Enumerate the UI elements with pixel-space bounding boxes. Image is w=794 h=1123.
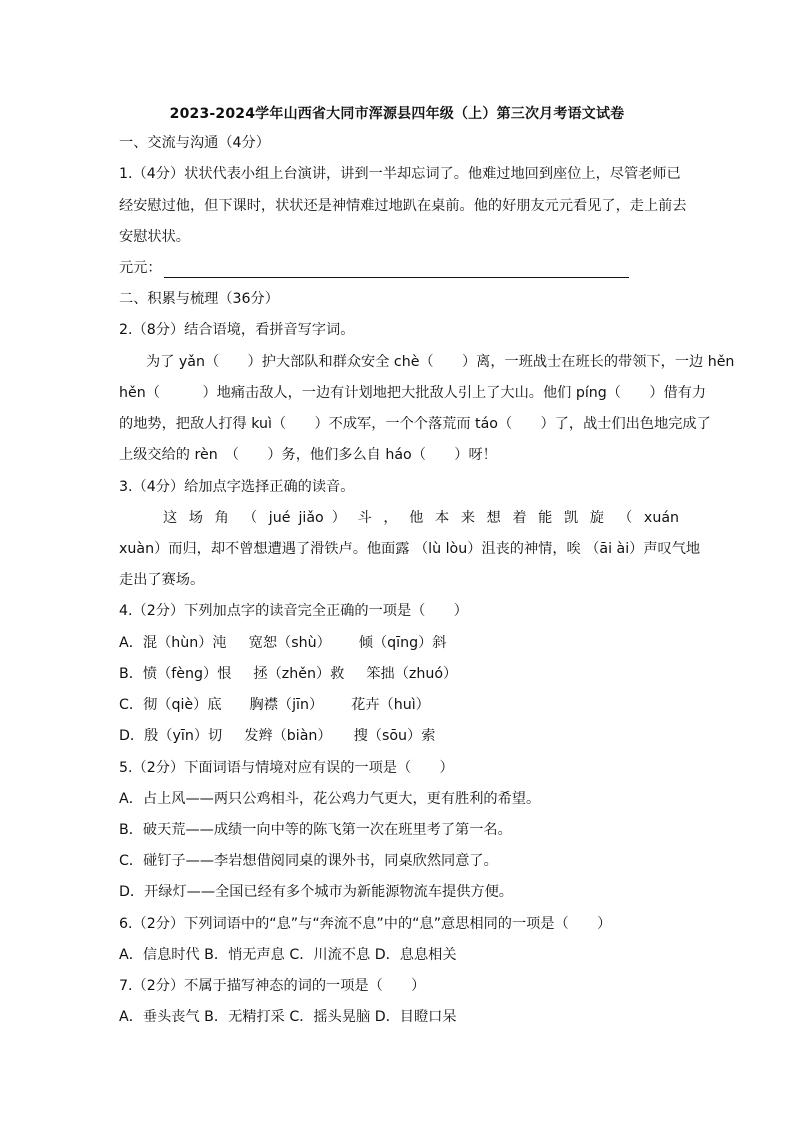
q2-line-1: 为了 yǎn（ ）护大部队和群众安全 chè（ ）离，一班战士在班长的带领下，一边 hěn: [146, 354, 735, 370]
q7-stem: 7.（2分）不属于描写神态的词的一项是（ ）: [119, 978, 426, 994]
exam-title: 2023-2024学年山西省大同市浑源县四年级（上）第三次月考语文试卷: [169, 106, 625, 122]
q4-option-b[interactable]: B．愤（fèng）恨 拯（zhěn）救 笨拙（zhuó）: [119, 666, 458, 682]
q5-option-c[interactable]: C．碰钉子——李岩想借阅同桌的课外书，同桌欣然同意了。: [119, 853, 498, 869]
q3-stem: 3.（4分）给加点字选择正确的读音。: [119, 479, 355, 495]
q1-answer-row: [119, 258, 679, 278]
q5-option-b[interactable]: B．破天荒——成绩一向中等的陈飞第一次在班里考了第一名。: [119, 822, 512, 838]
q5-option-a[interactable]: A．占上风——两只公鸡相斗，花公鸡力气更大，更有胜利的希望。: [119, 791, 541, 807]
q1-line-1: 1.（4分）状状代表小组上台演讲，讲到一半却忘词了。他难过地回到座位上，尽管老师已: [119, 166, 681, 182]
q2-line-4: 上级交给的 rèn （ ）务，他们多么自 háo（ ）呀！: [119, 447, 497, 463]
q4-option-a[interactable]: A．混（hùn）沌 宽恕（shù） 倾（qīng）斜: [119, 635, 447, 651]
q3-line-2: xuàn）而归，却不曾想遭遇了滑铁卢。他面露 （lù lòu）沮丧的神情，唉 （āi ài）声叹气地: [119, 541, 701, 557]
q1-line-2: 经安慰过他，但下课时，状状还是神情难过地趴在桌前。他的好朋友元元看见了，走上前去: [119, 198, 687, 214]
q4-option-d[interactable]: D．殷（yīn）切 发辫（biàn） 搜（sōu）索: [119, 728, 436, 744]
q1-line-3: 安慰状状。: [119, 229, 190, 245]
q3-line-3: 走出了赛场。: [119, 572, 205, 588]
section-2-heading: 二、积累与梳理（36分）: [119, 291, 279, 307]
q1-answer-label: 元元：: [119, 260, 162, 276]
q2-stem: 2.（8分）结合语境，看拼音写字词。: [119, 322, 355, 338]
q5-option-d[interactable]: D．开绿灯——全国已经有多个城市为新能源物流车提供方便。: [119, 884, 513, 900]
q4-option-c[interactable]: C．彻（qiè）底 胸襟（jīn） 花卉（huì）: [119, 697, 430, 713]
q6-options[interactable]: A．信息时代 B．悄无声息 C．川流不息 D．息息相关: [119, 947, 457, 963]
q7-options[interactable]: A．垂头丧气 B．无精打采 C．摇头晃脑 D．目瞪口呆: [119, 1009, 457, 1025]
q2-line-3: 的地势，把敌人打得 kuì（ ）不成军，一个个落荒而 táo（ ）了，战士们出色地完成了: [119, 416, 711, 432]
q2-line-2: hěn（ ）地痛击敌人，一边有计划地把大批敌人引上了大山。他们 píng（ ）借有力: [119, 385, 707, 401]
q6-stem: 6.（2分）下列词语中的“息”与“奔流不息”中的“息”意思相同的一项是（ ）: [119, 916, 612, 932]
q1-answer-blank[interactable]: [164, 261, 629, 278]
q4-stem: 4.（2分）下列加点字的读音完全正确的一项是（ ）: [119, 603, 468, 619]
q3-line-1: 这 场 角 （ jué jiǎo ） 斗 ， 他 本 来 想 着 能 凯 旋 （ xuán: [163, 510, 679, 526]
section-1-heading: 一、交流与沟通（4分）: [119, 135, 270, 151]
q5-stem: 5.（2分）下面词语与情境对应有误的一项是（ ）: [119, 760, 454, 776]
